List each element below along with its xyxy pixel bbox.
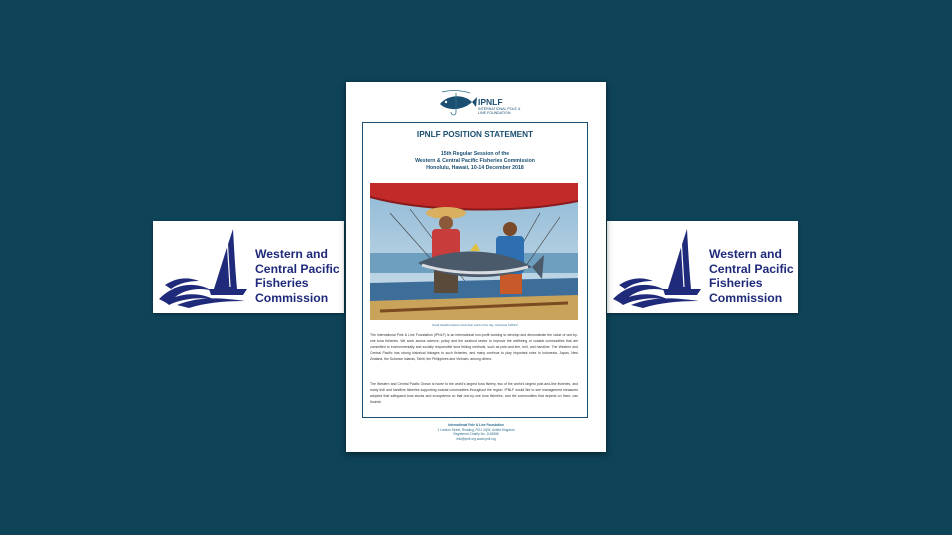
logo-line-3: Fisheries	[255, 276, 309, 291]
sailboat-icon	[157, 227, 251, 309]
footer-org: International Pole & Line Foundation	[448, 423, 504, 427]
footer-contact: info@ipnlf.org www.ipnlf.org	[456, 437, 496, 442]
wcpfc-wordmark	[709, 247, 794, 305]
brand-name: IPNLF	[478, 97, 503, 107]
photo-caption: Small handline fishers show their catch of the day, Indonesia ©IPNLF	[432, 323, 518, 327]
logo-line-2: Central Pacific	[255, 261, 340, 276]
wcpfc-wordmark	[255, 247, 340, 305]
footer-address: 1 London Street, Reading, RG1 4QW, United Kingdom	[437, 427, 515, 432]
logo-line-1: Western and	[255, 247, 328, 261]
subtitle-line-1: 15th Regular Session of the	[440, 151, 510, 157]
paragraph-2: The Western and Central Pacific Ocean is home to the world's largest tuna fishery, two of the world's largest pole-and-line fisheries, and many troll and handline fisheries supporting coastal communities throughout the region. IPNLF would like to see management measures adopted that safeguard tuna stocks and ecosystems so that one-by-one tuna fisheries, and the communities that depend on them, can flourish.	[370, 382, 578, 405]
position-statement-document	[346, 82, 606, 452]
paragraph-1: The International Pole & Line Foundation (IPNLF) is an international non-profit working to develop and demonstrate the value of one-by-one tuna fisheries. We work across science, policy and the seafood sector to improve the wellbeing of coastal communities that are committed to environmentally and socially responsible tuna fishing methods, such as pole-and-line, troll, and handline. The Western and Central Pacific has strong historical linkages to such fisheries, and many continue to play important roles in Indonesia, Japan, New Zealand, the Solomon Islands, Tahiti, the Philippines and Vietnam, among others.	[370, 333, 578, 362]
ipnlf-logo	[436, 90, 526, 118]
document-frame	[362, 122, 588, 418]
logo-line-1: Western and	[709, 247, 782, 261]
document-title: IPNLF POSITION STATEMENT	[416, 130, 534, 139]
tuna-hook-icon	[436, 90, 478, 118]
footer-registration: Registered Charity No. 1145586	[453, 432, 499, 437]
sailboat-icon	[611, 227, 705, 309]
subtitle-line-3: Honolulu, Hawaii, 10-14 December 2018	[426, 164, 524, 171]
brand-subtitle: INTERNATIONAL POLE & LINE FOUNDATION	[478, 107, 521, 115]
logo-line-2: Central Pacific	[709, 261, 794, 276]
logo-line-4: Commission	[255, 290, 329, 305]
subtitle-line-2: Western & Central Pacific Fisheries Commission	[415, 157, 535, 164]
document-footer	[346, 423, 606, 442]
wcpfc-logo-left	[153, 221, 344, 313]
logo-line-3: Fisheries	[709, 276, 763, 291]
fishers-photo	[370, 183, 578, 320]
document-subtitle	[363, 151, 587, 171]
logo-line-4: Commission	[709, 290, 783, 305]
wcpfc-logo-right	[607, 221, 798, 313]
